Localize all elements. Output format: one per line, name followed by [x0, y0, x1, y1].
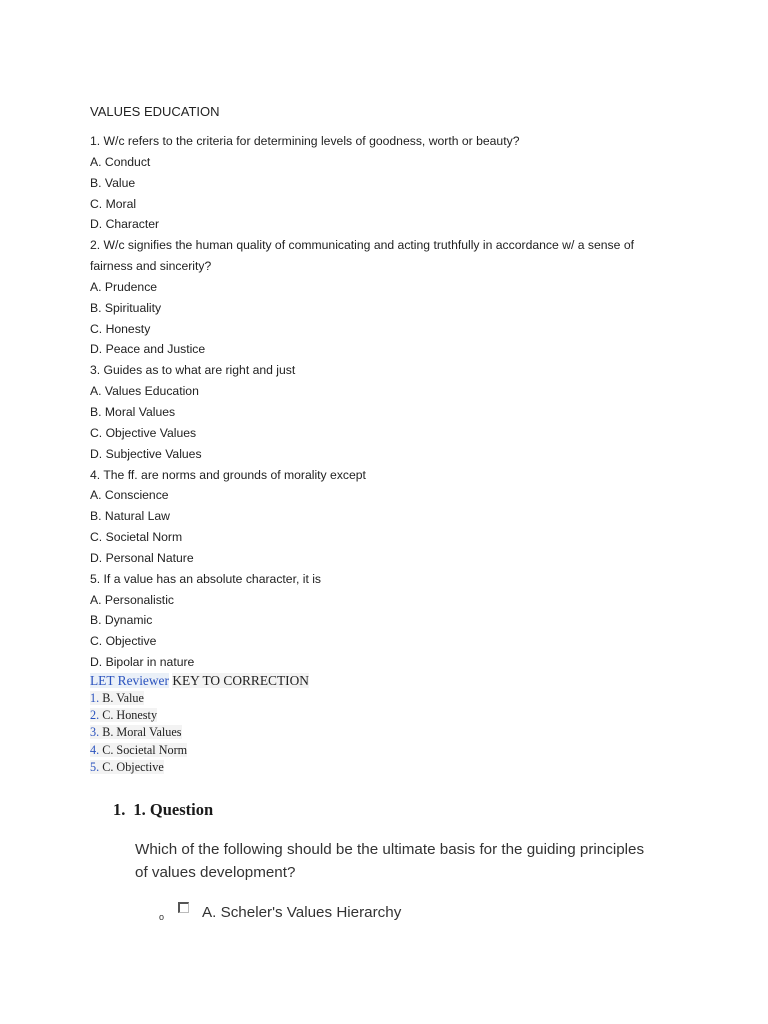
question-2 — [90, 235, 750, 360]
checkbox-icon[interactable] — [178, 902, 189, 913]
question-5 — [90, 569, 750, 673]
question-stem: 5. If a value has an absolute character, it is — [90, 571, 322, 586]
question-stem: 4. The ff. are norms and grounds of morality except — [90, 467, 366, 482]
choice: C. Societal Norm — [90, 530, 183, 545]
list-bullet: o — [159, 911, 165, 922]
question-list-number: 1. — [113, 800, 126, 819]
answer-option-label: A. Scheler's Values Hierarchy — [202, 904, 402, 921]
choice: A. Conduct — [90, 154, 151, 169]
answer-key-heading — [90, 673, 750, 689]
question-heading-text: 1. Question — [133, 800, 214, 819]
quiz-section — [113, 800, 673, 922]
answer-key-item: 4. C. Societal Norm — [90, 742, 188, 757]
answer-key-item: 1. B. Value — [90, 690, 144, 705]
choice: B. Value — [90, 175, 136, 190]
question-stem: 1. W/c refers to the criteria for determining levels of goodness, worth or beauty? — [90, 134, 520, 148]
choice: C. Honesty — [90, 321, 151, 336]
choice: C. Objective Values — [90, 425, 197, 440]
answer-key-item: 3. B. Moral Values — [90, 725, 182, 740]
answer-key-item: 2. C. Honesty — [90, 708, 158, 723]
question-stem: 3. Guides as to what are right and just — [90, 363, 296, 378]
choice: A. Conscience — [90, 488, 169, 503]
choice: C. Moral — [90, 196, 137, 211]
choice: A. Values Education — [90, 384, 199, 399]
choice: D. Bipolar in nature — [90, 655, 195, 670]
choice: D. Character — [90, 217, 160, 232]
choice: B. Moral Values — [90, 404, 176, 419]
question-stem: 2. W/c signifies the human quality of communicating and acting truthfully in accordance w/ a sense of fairness and sincerity? — [90, 238, 634, 274]
choice: A. Personalistic — [90, 592, 174, 607]
choice: C. Objective — [90, 634, 157, 649]
document-body — [90, 103, 750, 776]
document-title: VALUES EDUCATION — [90, 104, 220, 119]
choice: D. Peace and Justice — [90, 342, 206, 357]
answer-key — [90, 673, 750, 776]
answer-key-item: 5. C. Objective — [90, 759, 164, 774]
let-reviewer-link[interactable]: LET Reviewer — [90, 672, 169, 688]
choice: B. Spirituality — [90, 300, 162, 315]
question-4 — [90, 465, 750, 569]
question-heading — [113, 800, 673, 820]
answer-key-title: KEY TO CORRECTION — [172, 672, 309, 688]
choice: A. Prudence — [90, 279, 158, 294]
choice: D. Personal Nature — [90, 550, 194, 565]
choice: B. Natural Law — [90, 509, 170, 524]
question-3 — [90, 360, 750, 464]
question-text: Which of the following should be the ultimate basis for the guiding principles of values development? — [135, 841, 645, 881]
question-1 — [90, 131, 750, 235]
choice: B. Dynamic — [90, 613, 153, 628]
choice: D. Subjective Values — [90, 446, 202, 461]
answer-option-a[interactable] — [159, 904, 401, 921]
